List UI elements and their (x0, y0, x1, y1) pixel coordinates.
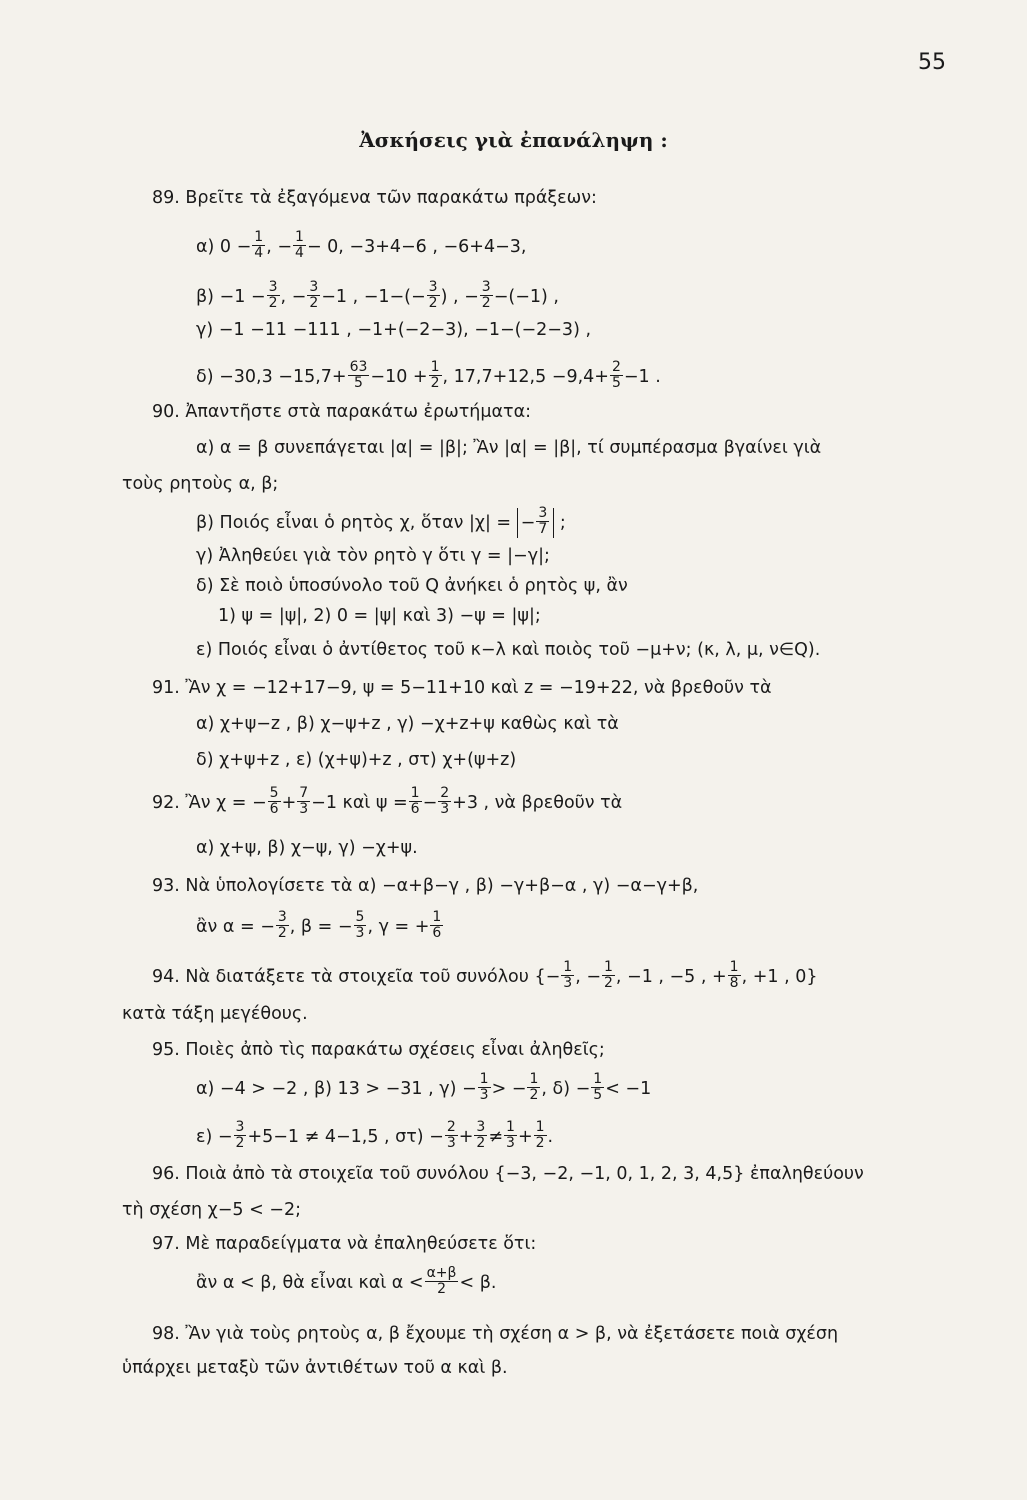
exercise-90-a-cont: τοὺς ρητοὺς α, β; (122, 474, 279, 494)
section-title: Ἀσκήσεις γιὰ ἐπανάληψη : (359, 128, 668, 152)
fraction: $\frac{1}{3}$ (506, 1119, 515, 1151)
exercise-96-cont: τὴ σχέση χ−5 < −2; (122, 1200, 301, 1220)
exercise-97-heading: 97. Μὲ παραδείγματα νὰ ἐπαληθεύσετε ὅτι: (152, 1234, 537, 1254)
fraction: $\frac{1}{2}$ (603, 959, 613, 991)
fraction: $\frac{7}{3}$ (299, 785, 309, 817)
exercise-93-heading: 93. Νὰ ὑπολογίσετε τὰ α) −α+β−γ , β) −γ+β−α , γ) −α−γ+β, (152, 876, 699, 896)
fraction: $\frac{1}{4}$ (295, 229, 304, 261)
fraction: $\frac{3}{2}$ (428, 279, 438, 311)
exercise-90-c: γ) Ἀληθεύει γιὰ τὸν ρητὸ γ ὅτι γ = |−γ|; (196, 546, 550, 566)
fraction: $\frac{3}{2}$ (476, 1119, 486, 1151)
exercise-89-heading: 89. Βρεῖτε τὰ ἐξαγόμενα τῶν παρακάτω πράξεων: (152, 188, 597, 208)
fraction: $\frac{\alpha+\beta}{2}$ (426, 1265, 457, 1297)
exercise-90-d-items: 1) ψ = |ψ|, 2) 0 = |ψ| καὶ 3) −ψ = |ψ|; (218, 606, 541, 626)
exercise-89-b: β) −1 − $\frac{3}{2}$ , − $\frac{3}{2}$ −1 , −1−(− $\frac{3}{2}$ ) , − $\frac{3}{2}$ −(−1) , (196, 279, 559, 311)
exercise-89-a: α) 0 − $\frac{1}{4}$ , − $\frac{1}{4}$ − 0, −3+4−6 , −6+4−3, (196, 229, 527, 261)
exercise-90-d: δ) Σὲ ποιὸ ὑποσύνολο τοῦ Q ἀνήκει ὁ ρητὸς ψ, ἂν (196, 576, 628, 596)
exercise-94-cont: κατὰ τάξη μεγέθους. (122, 1004, 308, 1024)
exercise-95-line1: α) −4 > −2 , β) 13 > −31 , γ) − $\frac{1}{3}$ > − $\frac{1}{2}$ , δ) − $\frac{1}{5}$ < −1 (196, 1071, 652, 1103)
exercise-90-b: β) Ποιός εἶναι ὁ ρητὸς χ, ὅταν |χ| = − $\frac{3}{7}$ ; (196, 505, 566, 537)
exercise-98-heading: 98. Ἂν γιὰ τοὺς ρητοὺς α, β ἔχουμε τὴ σχέση α > β, νὰ ἐξετάσετε ποιὰ σχέση (152, 1324, 839, 1344)
fraction: $\frac{1}{3}$ (479, 1071, 489, 1103)
fraction: $\frac{1}{3}$ (563, 959, 573, 991)
exercise-91-line1: α) χ+ψ−z , β) χ−ψ+z , γ) −χ+z+ψ καθὼς καὶ τὰ (196, 714, 619, 734)
page-number: 55 (918, 50, 946, 75)
fraction: $\frac{1}{8}$ (729, 959, 739, 991)
exercise-95-line2: ε) − $\frac{3}{2}$ +5−1 ≠ 4−1,5 , στ) − $\frac{2}{3}$ + $\frac{3}{2}$ ≠ $\frac{1}{3}$ + $\frac{1}{2}$ . (196, 1119, 554, 1151)
fraction: $\frac{1}{2}$ (529, 1071, 539, 1103)
exercise-93-values: ἂν α = − $\frac{3}{2}$ , β = − $\frac{5}{3}$ , γ = + $\frac{1}{6}$ (196, 909, 442, 941)
fraction: $\frac{3}{7}$ (538, 505, 548, 537)
fraction: $\frac{5}{6}$ (269, 785, 279, 817)
fraction: $\frac{2}{3}$ (440, 785, 450, 817)
fraction: $\frac{3}{2}$ (268, 279, 278, 311)
exercise-91-line2: δ) χ+ψ+z , ε) (χ+ψ)+z , στ) χ+(ψ+z) (196, 750, 517, 770)
exercise-94-heading: 94. Νὰ διατάξετε τὰ στοιχεῖα τοῦ συνόλου {− $\frac{1}{3}$ , − $\frac{1}{2}$ , −1 , −5 , + $\frac{1}{8}$ , +1 , 0} (152, 959, 818, 991)
exercise-90-a: α) α = β συνεπάγεται |α| = |β|; Ἂν |α| = |β|, τί συμπέρασμα βγαίνει γιὰ (196, 438, 822, 458)
fraction: $\frac{2}{5}$ (611, 359, 621, 391)
exercise-89-d: δ) −30,3 −15,7+ $\frac{63}{5}$ −10 + $\frac{1}{2}$ , 17,7+12,5 −9,4+ $\frac{2}{5}$ −1 . (196, 359, 661, 391)
absolute-value: − $\frac{3}{7}$ (517, 508, 555, 538)
exercise-98-cont: ὑπάρχει μεταξὺ τῶν ἀντιθέτων τοῦ α καὶ β. (122, 1358, 508, 1378)
exercise-90-e: ε) Ποιός εἶναι ὁ ἀντίθετος τοῦ κ−λ καὶ ποιὸς τοῦ −μ+ν; (κ, λ, μ, ν∈Q). (196, 640, 821, 660)
exercise-96-heading: 96. Ποιὰ ἀπὸ τὰ στοιχεῖα τοῦ συνόλου {−3, −2, −1, 0, 1, 2, 3, 4,5} ἐπαληθεύουν (152, 1164, 864, 1184)
fraction: $\frac{3}{2}$ (481, 279, 491, 311)
fraction: $\frac{1}{5}$ (593, 1071, 603, 1103)
fraction: $\frac{1}{2}$ (535, 1119, 545, 1151)
fraction: $\frac{1}{6}$ (410, 785, 420, 817)
fraction: $\frac{5}{3}$ (355, 909, 365, 941)
fraction: $\frac{1}{2}$ (430, 359, 440, 391)
fraction: $\frac{1}{4}$ (254, 229, 264, 261)
fraction: $\frac{3}{2}$ (277, 909, 287, 941)
exercise-95-heading: 95. Ποιὲς ἀπὸ τὶς παρακάτω σχέσεις εἶναι ἀληθεῖς; (152, 1040, 605, 1060)
fraction: $\frac{1}{6}$ (432, 909, 442, 941)
fraction: $\frac{2}{3}$ (446, 1119, 456, 1151)
exercise-92-line1: α) χ+ψ, β) χ−ψ, γ) −χ+ψ. (196, 838, 418, 858)
exercise-97-statement: ἂν α < β, θὰ εἶναι καὶ α < $\frac{\alpha+\beta}{2}$ < β. (196, 1265, 497, 1297)
fraction: $\frac{3}{2}$ (235, 1119, 245, 1151)
fraction: $\frac{63}{5}$ (349, 359, 368, 391)
fraction: $\frac{3}{2}$ (309, 279, 319, 311)
exercise-91-heading: 91. Ἂν χ = −12+17−9, ψ = 5−11+10 καὶ z = −19+22, νὰ βρεθοῦν τὰ (152, 678, 772, 698)
exercise-92-heading: 92. Ἂν χ = − $\frac{5}{6}$ + $\frac{7}{3}$ −1 καὶ ψ = $\frac{1}{6}$ − $\frac{2}{3}$ +3 , νὰ βρεθοῦν τὰ (152, 785, 623, 817)
exercise-89-c: γ) −1 −11 −111 , −1+(−2−3), −1−(−2−3) , (196, 320, 592, 340)
exercise-90-heading: 90. Ἀπαντῆστε στὰ παρακάτω ἐρωτήματα: (152, 402, 532, 422)
